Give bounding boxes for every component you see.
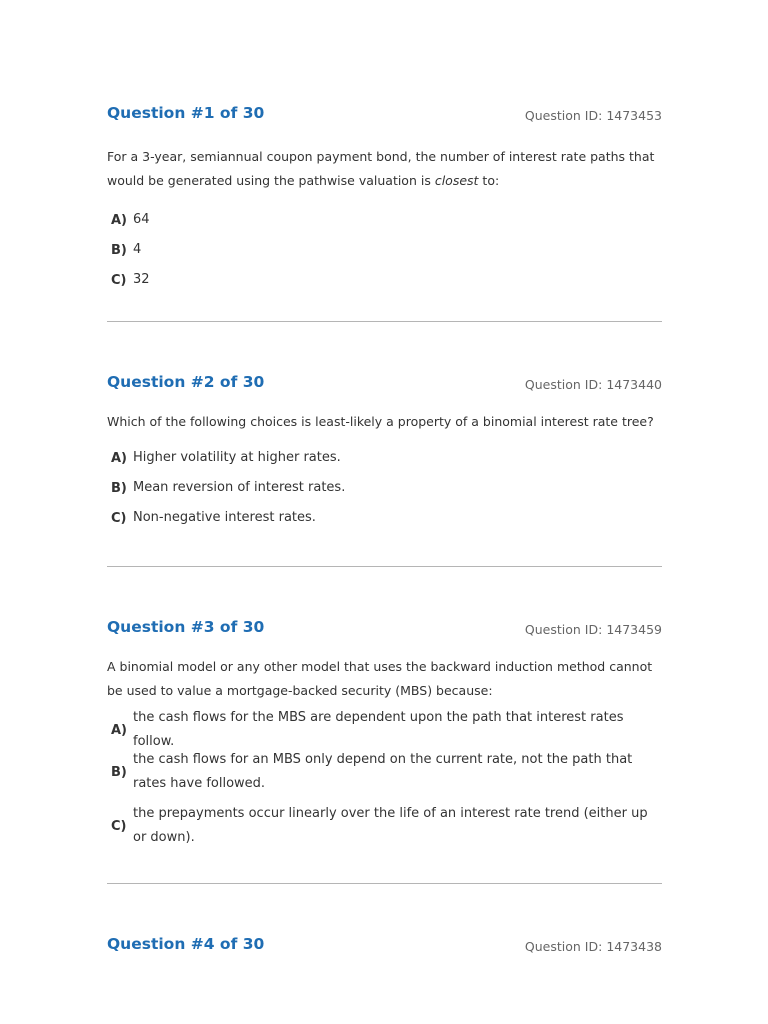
question-3 (107, 618, 662, 853)
option-letter: A) (111, 722, 128, 738)
question-id-value: 1473453 (606, 108, 662, 123)
question-header (107, 935, 662, 959)
option-letter: C) (111, 818, 127, 834)
option-letter: C) (111, 272, 127, 288)
option-text: Mean reversion of interest rates. (133, 480, 346, 495)
answer-option-b[interactable] (107, 745, 662, 799)
question-header (107, 618, 662, 642)
option-text: the cash flows for the MBS are dependent upon the path that interest rates follow. (133, 710, 624, 749)
question-header (107, 104, 662, 128)
question-stem: For a 3-year, semiannual coupon payment bond, the number of interest rate paths that would be generated using the pathwise valuation is closest to: (107, 149, 655, 188)
answer-option-c[interactable] (107, 799, 662, 853)
question-title: Question #3 of 30 (107, 618, 265, 636)
question-header (107, 373, 662, 397)
question-divider (107, 566, 662, 567)
answer-option-b[interactable] (107, 473, 662, 503)
option-letter: B) (111, 480, 127, 496)
answer-options (107, 710, 662, 853)
answer-option-a[interactable] (107, 205, 662, 235)
question-2 (107, 373, 662, 533)
option-text: 64 (133, 212, 150, 227)
question-title: Question #2 of 30 (107, 373, 265, 391)
question-divider (107, 883, 662, 884)
question-1 (107, 104, 662, 295)
question-id-label: Question ID: (524, 939, 603, 954)
answer-option-a[interactable] (107, 443, 662, 473)
answer-option-b[interactable] (107, 235, 662, 265)
question-id-label: Question ID: (524, 108, 603, 123)
answer-options (107, 443, 662, 533)
answer-option-c[interactable] (107, 265, 662, 295)
option-text: Higher volatility at higher rates. (133, 450, 341, 465)
answer-option-c[interactable] (107, 503, 662, 533)
question-title: Question #1 of 30 (107, 104, 265, 122)
option-text: 4 (133, 242, 142, 257)
option-text: the cash flows for an MBS only depend on the current rate, not the path that rates have followed. (133, 752, 633, 791)
question-id-value: 1473459 (606, 622, 662, 637)
question-stem: Which of the following choices is least-likely a property of a binomial interest rate tree? (107, 414, 654, 429)
option-letter: C) (111, 510, 127, 526)
answer-options (107, 205, 662, 295)
stem-emphasis: closest (434, 173, 479, 188)
question-id (525, 939, 662, 954)
question-id-value: 1473438 (606, 939, 662, 954)
question-divider (107, 321, 662, 322)
answer-option-a[interactable] (107, 710, 662, 749)
question-id-label: Question ID: (524, 622, 603, 637)
option-text: the prepayments occur linearly over the life of an interest rate trend (either up or down). (133, 806, 648, 845)
option-text: 32 (133, 272, 150, 287)
option-letter: A) (111, 450, 128, 466)
option-letter: A) (111, 212, 128, 228)
question-id (525, 108, 662, 123)
option-letter: B) (111, 764, 127, 780)
question-id-label: Question ID: (524, 377, 603, 392)
question-id-value: 1473440 (606, 377, 662, 392)
question-4 (107, 935, 662, 959)
question-id (525, 377, 662, 392)
option-letter: B) (111, 242, 127, 258)
question-stem: A binomial model or any other model that uses the backward induction method cannot be used to value a mortgage-backed security (MBS) because: (107, 659, 653, 698)
question-title: Question #4 of 30 (107, 935, 265, 953)
option-text: Non-negative interest rates. (133, 510, 316, 525)
question-id (525, 622, 662, 637)
